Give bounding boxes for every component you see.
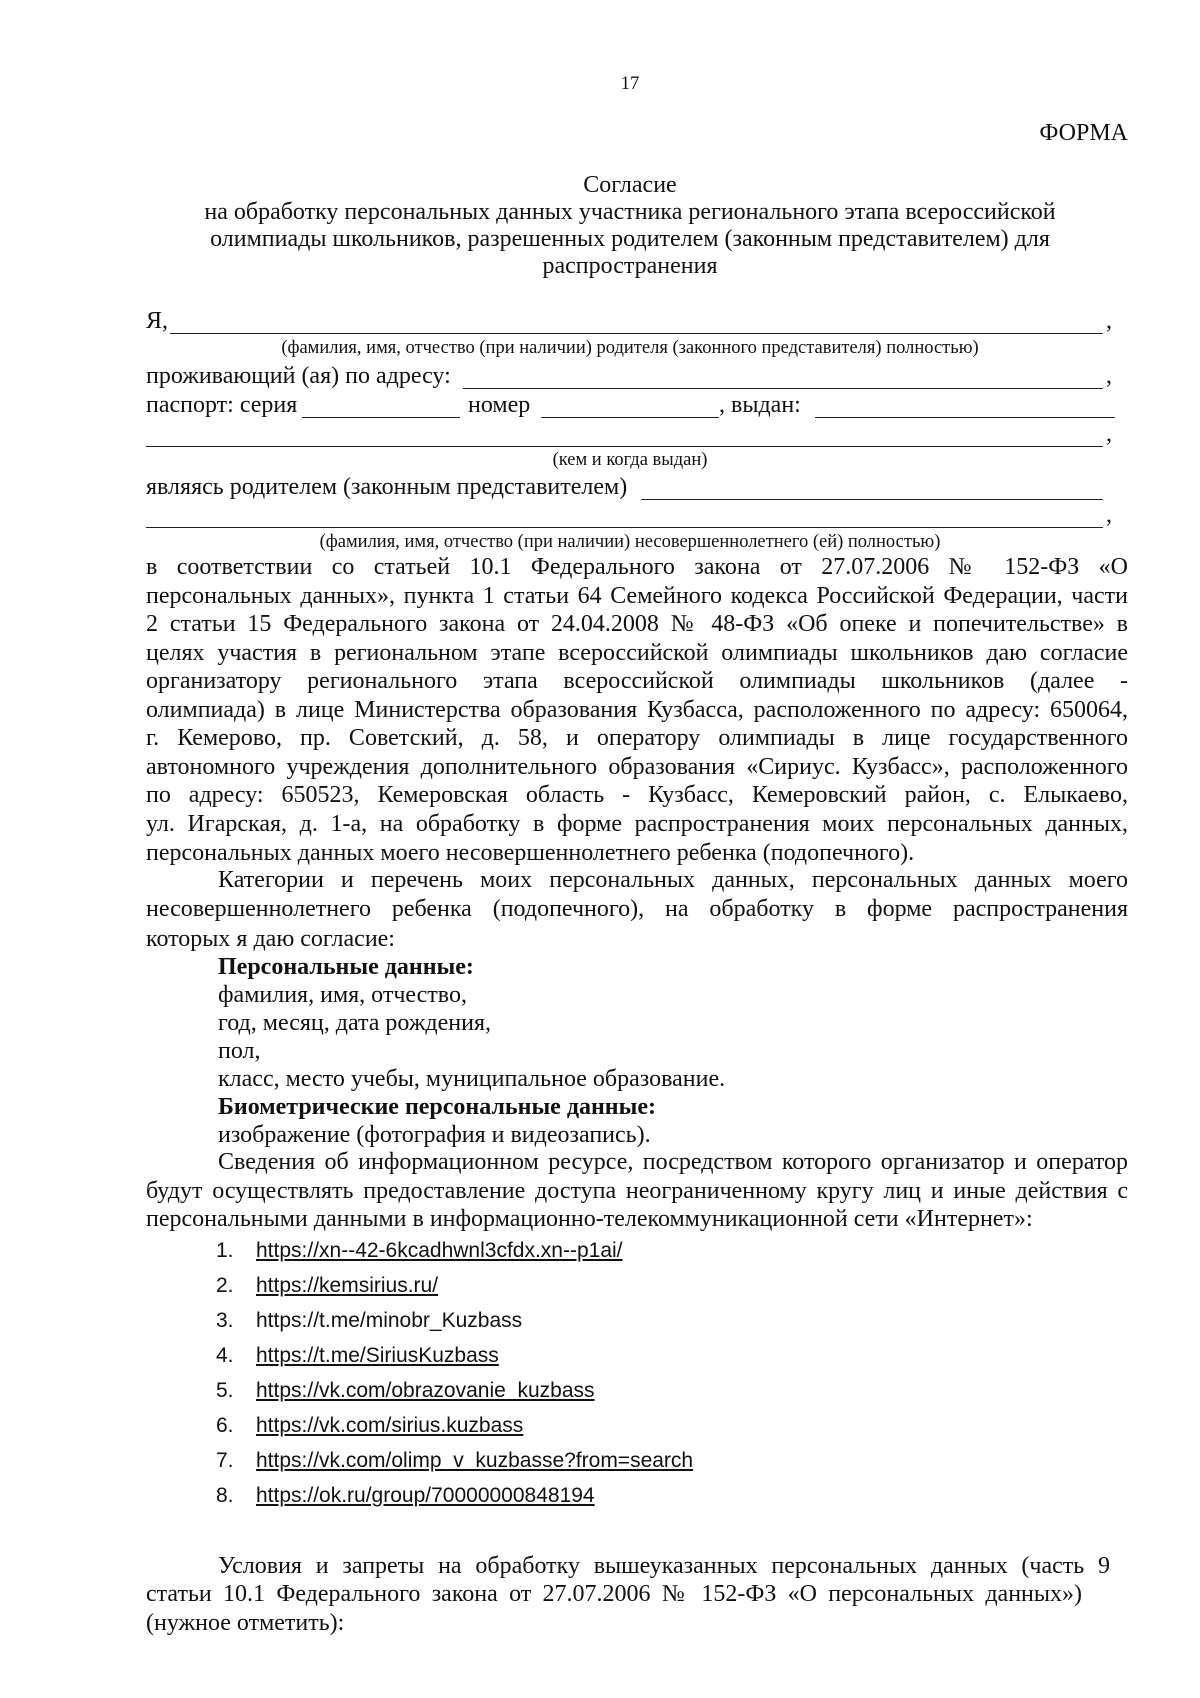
- categories-line: которых я даю согласие:: [146, 926, 395, 952]
- personal-data-item: пол,: [218, 1038, 261, 1064]
- link-number: 6.: [216, 1414, 234, 1437]
- personal-data-item: класс, место учебы, муниципальное образование.: [218, 1066, 726, 1092]
- passport-series-label: паспорт: серия: [146, 392, 298, 418]
- link-number: 7.: [216, 1449, 234, 1472]
- title-line: на обработку персональных данных участника регионального этапа всероссийской: [204, 199, 1056, 225]
- link-number: 8.: [216, 1484, 234, 1507]
- link-number: 3.: [216, 1309, 234, 1332]
- consent-line: г. Кемерово, пр. Советский, д. 58, и оператору олимпиады в лице государственного: [146, 725, 1128, 751]
- resource-link[interactable]: https://vk.com/obrazovanie_kuzbass: [256, 1379, 595, 1402]
- form-label: ФОРМА: [1039, 120, 1128, 146]
- link-number: 2.: [216, 1274, 234, 1297]
- categories-line: Категории и перечень моих персональных данных, персональных данных моего: [218, 867, 1128, 893]
- resource-line: персональными данными в информационно-телекоммуникационной сети «Интернет»:: [146, 1206, 1033, 1232]
- conditions-line: Условия и запреты на обработку вышеуказанных персональных данных (часть 9: [218, 1553, 1110, 1579]
- biometric-data-heading: Биометрические персональные данные:: [218, 1094, 657, 1120]
- child-name-caption: (фамилия, имя, отчество (при наличии) несовершеннолетнего (ей) полностью): [319, 532, 941, 552]
- i-prefix: Я,: [146, 308, 169, 334]
- title-line: олимпиады школьников, разрешенных родителем (законным представителем) для: [210, 226, 1050, 252]
- link-number: 1.: [216, 1239, 234, 1262]
- address-field[interactable]: [463, 388, 1103, 389]
- consent-line: 2 статьи 15 Федерального закона от 24.04.2008 № 48-ФЗ «Об опеке и попечительстве» в: [146, 611, 1128, 637]
- issued-by-field[interactable]: [146, 446, 1103, 447]
- parent-name-caption: (фамилия, имя, отчество (при наличии) родителя (законного представителя) полностью): [281, 338, 979, 358]
- issued-caption: (кем и когда выдан): [552, 450, 708, 470]
- consent-line: целях участия в региональном этапе всероссийской олимпиады школьников даю согласие: [146, 639, 1128, 666]
- line-end-comma: ,: [1106, 502, 1112, 528]
- conditions-line: (нужное отметить):: [146, 1610, 345, 1636]
- consent-line: ул. Игарская, д. 1-а, на обработку в форме распространения моих персональных данных,: [146, 810, 1128, 837]
- link-number: 5.: [216, 1379, 234, 1402]
- resource-link[interactable]: https://vk.com/sirius.kuzbass: [256, 1414, 524, 1437]
- parent-label: являясь родителем (законным представителем): [146, 474, 628, 500]
- resource-link[interactable]: https://t.me/minobr_Kuzbass: [256, 1309, 523, 1332]
- passport-series-field[interactable]: [302, 417, 460, 418]
- consent-line: персональных данных», пункта 1 статьи 64 Семейного кодекса Российской Федерации, части: [146, 582, 1128, 609]
- resource-line: Сведения об информационном ресурсе, посредством которого организатор и оператор: [218, 1149, 1128, 1175]
- link-number: 4.: [216, 1344, 234, 1367]
- consent-line: олимпиада) в лице Министерства образования Кузбасса, расположенного по адресу: 650064,: [146, 696, 1128, 723]
- passport-number-label: номер: [468, 392, 531, 418]
- consent-line: автономного учреждения дополнительного образования «Сириус. Кузбасс», расположенного: [146, 753, 1128, 780]
- line-end-comma: ,: [1106, 308, 1112, 334]
- personal-data-heading: Персональные данные:: [218, 954, 474, 980]
- biometric-data-item: изображение (фотография и видеозапись).: [218, 1122, 651, 1148]
- issued-field[interactable]: [815, 417, 1115, 418]
- resource-link[interactable]: https://kemsirius.ru/: [256, 1274, 439, 1297]
- resource-link[interactable]: https://vk.com/olimp_v_kuzbasse?from=search: [256, 1449, 694, 1472]
- title-line: распространения: [542, 253, 718, 279]
- address-label: проживающий (ая) по адресу:: [146, 363, 451, 389]
- categories-line: несовершеннолетнего ребенка (подопечного), на обработку в форме распространения: [146, 896, 1128, 922]
- consent-line: организатору регионального этапа всероссийской олимпиады школьников (далее -: [146, 668, 1128, 694]
- consent-line: по адресу: 650523, Кемеровская область - Кузбасс, Кемеровский район, с. Елыкаево,: [146, 782, 1128, 808]
- personal-data-item: фамилия, имя, отчество,: [218, 982, 467, 1008]
- title-line: Согласие: [583, 172, 677, 198]
- resource-line: будут осуществлять предоставление доступа неограниченному кругу лиц и иные действия с: [146, 1177, 1128, 1204]
- parent-name-field[interactable]: [170, 333, 1103, 334]
- child-name-field-continued[interactable]: [146, 527, 1103, 528]
- resource-link[interactable]: https://t.me/SiriusKuzbass: [256, 1344, 499, 1367]
- page-number: 17: [620, 74, 640, 94]
- issued-label: , выдан:: [719, 392, 801, 418]
- resource-link[interactable]: https://ok.ru/group/70000000848194: [256, 1484, 595, 1507]
- line-end-comma: ,: [1106, 363, 1112, 389]
- passport-number-field[interactable]: [541, 417, 719, 418]
- resource-link[interactable]: https://xn--42-6kcadhwnl3cfdx.xn--p1ai/: [256, 1239, 623, 1262]
- personal-data-item: год, месяц, дата рождения,: [218, 1010, 491, 1036]
- consent-line: персональных данных моего несовершеннолетнего ребенка (подопечного).: [146, 840, 915, 866]
- consent-line: в соответствии со статьей 10.1 Федерального закона от 27.07.2006 № 152-ФЗ «О: [146, 554, 1128, 580]
- conditions-line: статьи 10.1 Федерального закона от 27.07.2006 № 152-ФЗ «О персональных данных»): [146, 1581, 1082, 1607]
- line-end-comma: ,: [1106, 421, 1112, 447]
- child-name-field[interactable]: [641, 499, 1103, 500]
